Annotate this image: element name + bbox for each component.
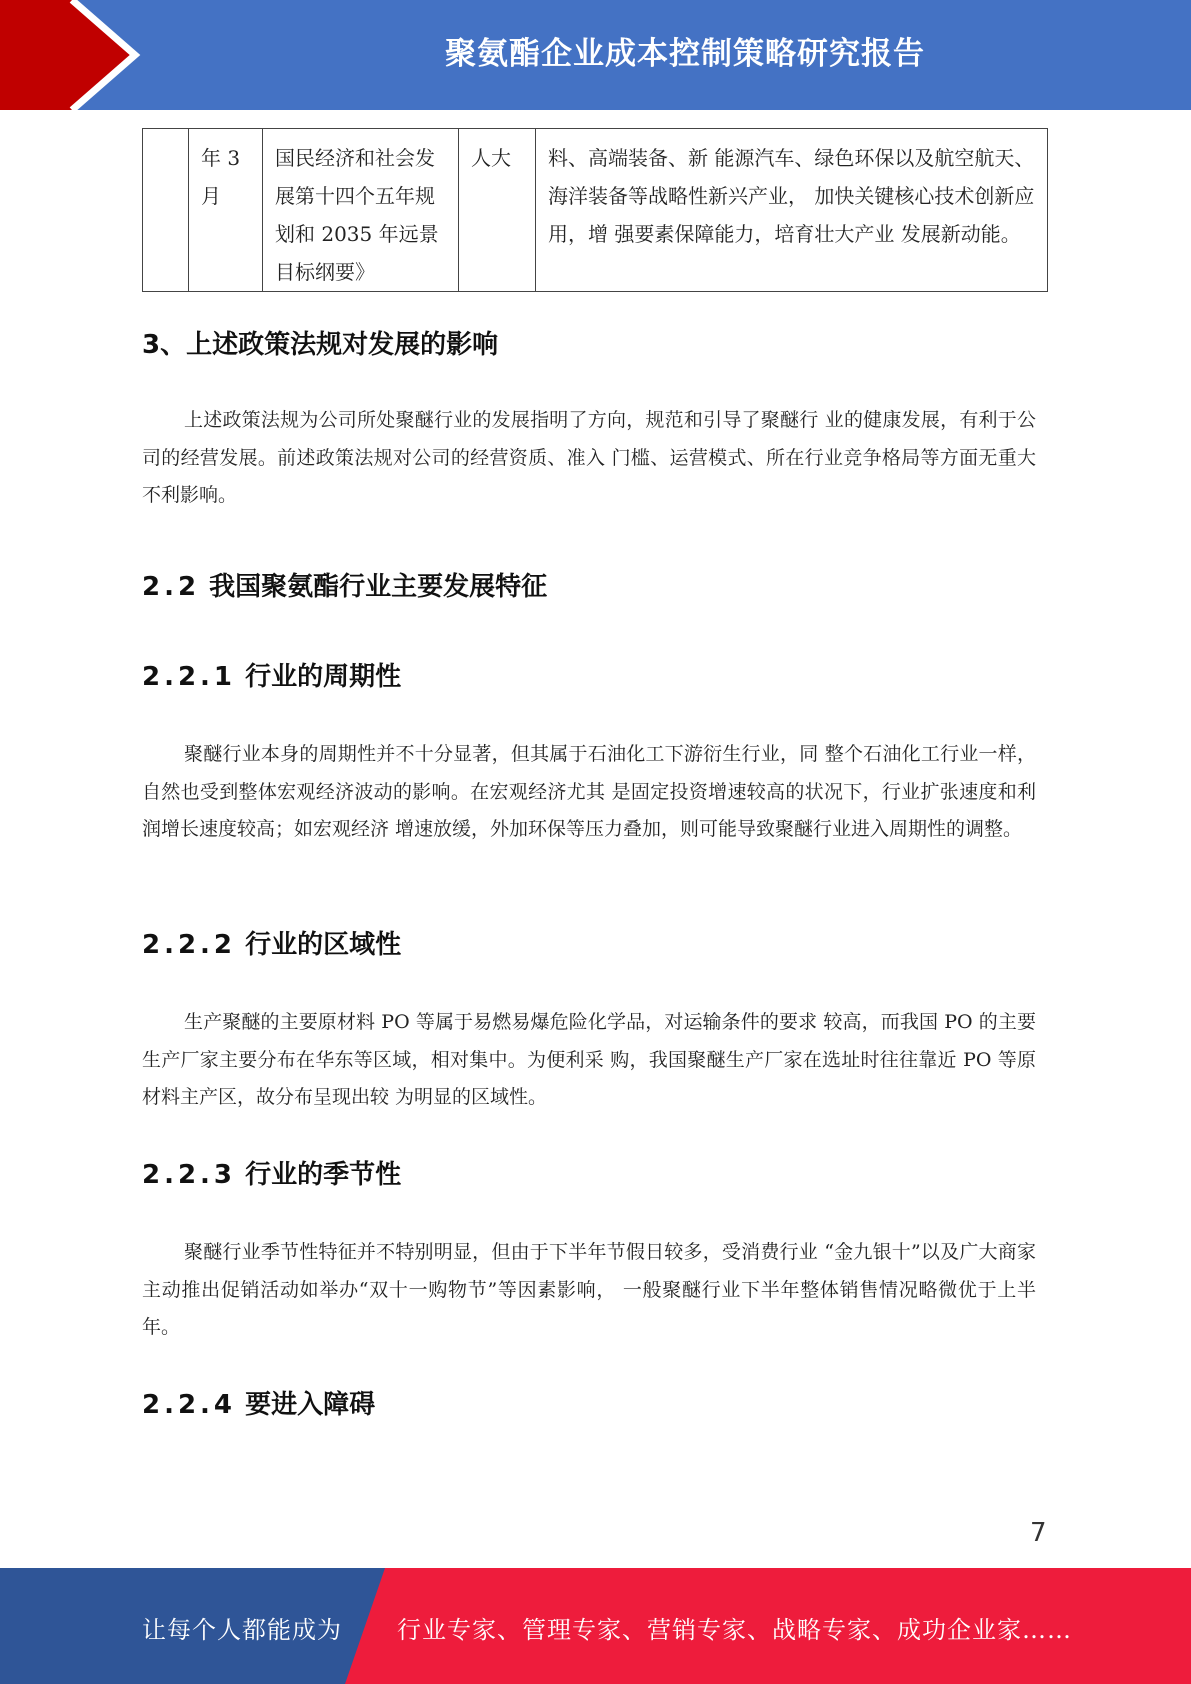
section-title: 我国聚氨酯行业主要发展特征 (209, 572, 548, 602)
section-number: 2.2.1 (142, 662, 237, 692)
table-cell-policy-name: 国民经济和社会发展第十四个五年规划和 2035 年远景目标纲要》 (263, 129, 459, 292)
section-number: 2.2.2 (142, 930, 237, 960)
table-cell-content: 料、高端装备、新 能源汽车、绿色环保以及航空航天、海洋装备等战略性新兴产业， 加快关键核心技术创新应用，增 强要素保障能力，培育壮大产业 发展新动能。 (536, 129, 1048, 292)
section-number: 2.2.3 (142, 1160, 237, 1190)
section-heading-2-2-2 (142, 924, 401, 961)
page-footer (0, 1568, 1191, 1684)
policy-table (142, 128, 1048, 292)
section-heading-2-2-3 (142, 1154, 401, 1191)
page-header (0, 0, 1191, 110)
section-heading-policy-impact: 3、上述政策法规对发展的影响 (142, 330, 499, 360)
table-cell-issuer: 人大 (459, 129, 536, 292)
page-number: 7 (1030, 1518, 1047, 1548)
section-number: 2.2.4 (142, 1390, 237, 1420)
paragraph-regionality: 生产聚醚的主要原材料 PO 等属于易燃易爆危险化学品，对运输条件的要求 较高，而我国 PO 的主要生产厂家主要分布在华东等区域，相对集中。为便利采 购，我国聚醚生产厂家在选址时往往靠近 PO 等原材料主产区，故分布呈现出较 为明显的区域性。 (142, 1011, 1037, 1108)
section-number: 2.2 (142, 572, 201, 602)
section-heading-2-2 (142, 566, 547, 603)
header-arrow-icon (0, 0, 160, 110)
table-cell-date: 年 3 月 (189, 129, 263, 292)
section-title: 行业的周期性 (245, 662, 402, 692)
header-title: 聚氨酯企业成本控制策略研究报告 (445, 36, 925, 72)
table-row (143, 129, 1048, 292)
footer-slogan-left: 让每个人都能成为 (142, 1616, 342, 1644)
section-title: 要进入障碍 (245, 1390, 376, 1420)
footer-slogan-right: 行业专家、管理专家、营销专家、战略专家、成功企业家…… (397, 1616, 1072, 1644)
paragraph-seasonality: 聚醚行业季节性特征并不特别明显，但由于下半年节假日较多，受消费行业 “金九银十”以及广大商家主动推出促销活动如举办“双十一购物节”等因素影响， 一般聚醚行业下半年整体销售情况略微优于上半年。 (142, 1241, 1036, 1338)
paragraph-policy-impact: 上述政策法规为公司所处聚醚行业的发展指明了方向，规范和引导了聚醚行 业的健康发展，有利于公司的经营发展。前述政策法规对公司的经营资质、准入 门槛、运营模式、所在行业竞争格局等方面无重大不利影响。 (142, 409, 1036, 506)
section-title: 行业的季节性 (245, 1160, 402, 1190)
table-cell-index (143, 129, 189, 292)
section-title: 行业的区域性 (245, 930, 402, 960)
section-heading-2-2-4 (142, 1384, 375, 1421)
section-heading-2-2-1 (142, 656, 401, 693)
paragraph-cyclicality: 聚醚行业本身的周期性并不十分显著，但其属于石油化工下游衍生行业，同 整个石油化工行业一样，自然也受到整体宏观经济波动的影响。在宏观经济尤其 是固定投资增速较高的状况下，行业扩张速度和利润增长速度较高；如宏观经济 增速放缓，外加环保等压力叠加，则可能导致聚醚行业进入周期性的调整。 (142, 743, 1036, 840)
